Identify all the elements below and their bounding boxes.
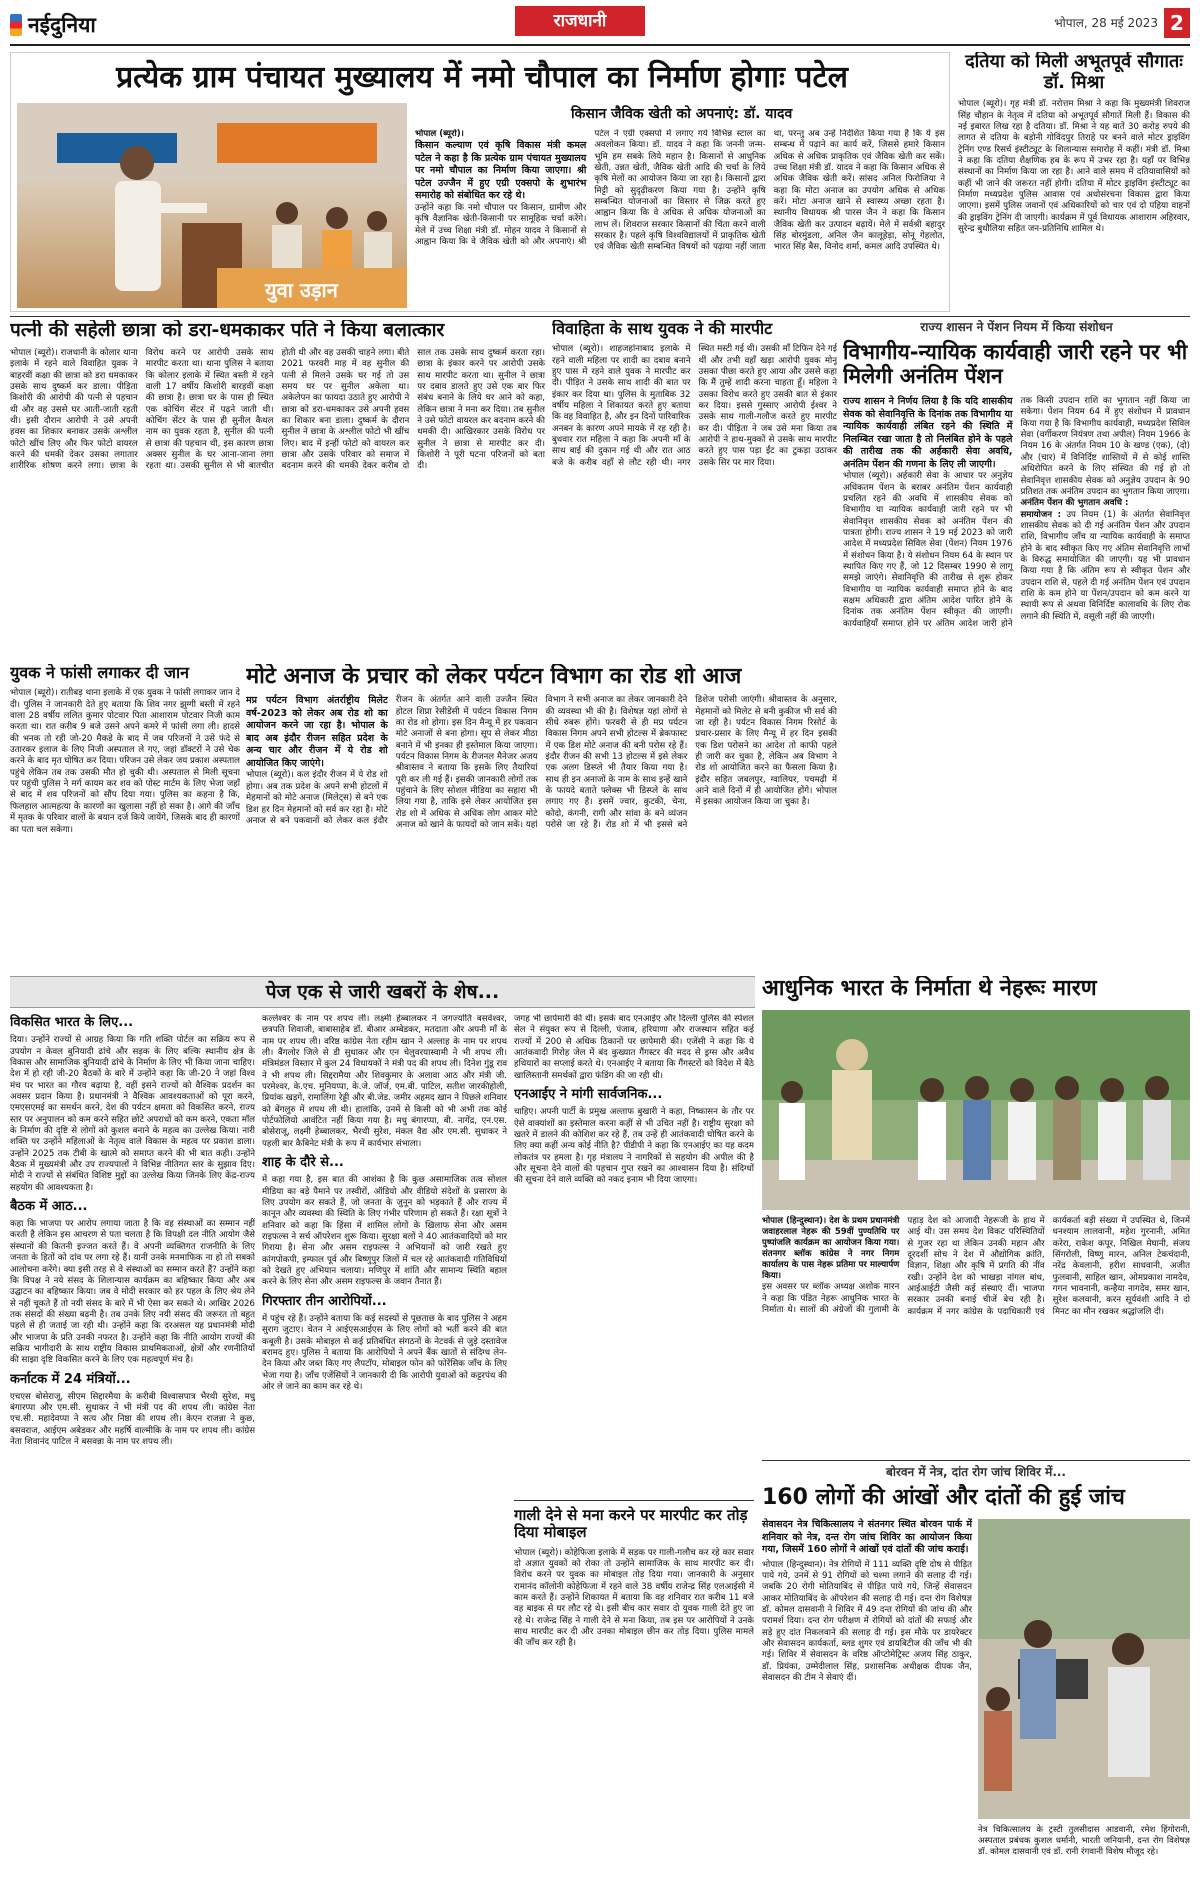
camp-illustration <box>978 1519 1190 1819</box>
strip-title: पेज एक से जारी खबरों के शेष... <box>265 981 500 1003</box>
body-text: भोपाल (ब्यूरो)। अर्हकारी सेवा के आधार पर अनुज्ञेय अधिकतम पेंशन के बराबर अनंतिम पेंशन कार्यवाही प्रचलित रहने की अवधि में शासकीय सेवक को विभागीय या न्यायिक कार्यवाही जारी रहने पर भी सेवानिवृत्त शासकीय सेवक को अनंतिम पेंशन की पात्रता होगी। राज्य शासन ने 19 मई 2023 को जारी आदेश में मध्यप्रदेश सिविल सेवा (पेंशन) नियम 1976 में संशोधन किया है। ये संशोधन नियम 64 के स्थान पर स्थापित किए गए हैं, जो 12 दिसम्बर 1990 से लागू समझे जाएंगे। सेवानिवृत्ति की तारीख से शुरू होकर विभागीय या न्यायिक कार्यवाही समाप्त होने के बाद सक्षम अधिकारी द्वारा अंतिम आदेश पारित होने के दिनांक तक अनंतिम पेंशन स्वीकृत की जाएगी। कार्यवाहियाँ समाप्त होने पर अंतिम आदेश जारी होने तक किसी उपदान राशि का भुगतान नहीं किया जा सकेगा। पेंशन नियम 64 में हुए संशोधन में प्रावधान किया गया है कि विभागीय कार्यवाही, मध्यप्रदेश सिविल सेवा (वर्गीकरण नियंत्रण तथा अपील) नियम 1966 के नियम 16 के अंतर्गत नियम 10 के खण्ड (एक), (दो) और (चार) में विनिर्दिष्ट शास्तियों में से कोई शास्ति अधिरोपित करने के लिए संस्थित की गई हो तो सेवानिवृत्त शासकीय सेवक को अनुज्ञेय उपदान के 90 प्रतिशत तक अनंतिम उपदान का भुगतान किया जाएगा। <box>843 396 1190 629</box>
headline: युवक ने फांसी लगाकर दी जान <box>10 664 190 682</box>
story-pension <box>843 320 1190 970</box>
photo-caption: भोपाल (हिन्दुस्थान)। देश के प्रथम प्रधानमंत्री जवाहरलाल नेहरू की 59वीं पुण्यतिथि पर पुष्पांजलि कार्यक्रम का आयोजन किया गया। संतनगर ब्लॉक कांग्रेस ने नगर निगम कार्यालय के पास नेहरू प्रतिमा पर माल्यार्पण किया। <box>762 1216 900 1282</box>
continued-subhead-2: कर्नाटक में 24 मंत्रियों... <box>10 1371 131 1387</box>
page-number: 2 <box>1164 8 1190 38</box>
continued-story-3 <box>514 1014 754 1494</box>
divider <box>10 316 1190 317</box>
story-body <box>843 396 1190 956</box>
story-married-woman <box>552 320 837 660</box>
page-date: भोपाल, 28 मई 2023 <box>1054 16 1158 30</box>
headline: 160 लोगों की आंखों और दांतों की हुई जांच <box>762 1484 1125 1510</box>
body-text-2: उप नियम (1) के अंतर्गत सेवानिवृत्त शासकीय सेवक को दी गई अनंतिम पेंशन और उपदान राशि, विभागीय जाँच या न्यायिक कार्यवाही के समाप्त होने के बाद स्वीकृत किए गए अंतिम सेवानिवृत्ति लाभों के विरुद्ध समायोजित की जाएगी। यह भी प्रावधान किया गया है कि अंतिम रूप से स्वीकृत पेंशन और उपदान राशि से, पहले दी गई अनंतिम पेंशन एवं उपदान राशि के कम होने या पेंशन/उपदान को कम करने या स्थायी रूप से अथवा विनिर्दिष्ट कालावधि के लिए रोक लगाने की स्थिति में, वसूली नहीं की जाएगी। <box>1020 509 1190 622</box>
kicker: राज्य शासन ने पेंशन नियम में किया संशोधन <box>920 320 1113 334</box>
story-body <box>10 348 545 648</box>
body-text: जगह भी छापेमारी की थी। इसके बाद एनआईए और दिल्ली पुलिस की स्पेशल सेल ने संयुक्त रूप से दिल्ली, पंजाब, हरियाणा और राजस्थान सहित कई राज्यों में 200 से अधिक ठिकानों पर छापेमारी की। एजेंसी ने कहा कि ये आतंकवादी गिरोह जेल में बंद कुख्यात गैंगस्टर की मदद से ड्रग्स और अवैध हथियारों का सप्लाई करते थे। एनआईए ने बताया कि गैंगस्टरों को विदेश में बैठे खालिस्तानी समर्थकों द्वारा फंडिंग की जा रही थी। <box>514 1014 754 1081</box>
headline: पत्नी की सहेली छात्रा को डरा-धमकाकर पति ने किया बलात्कार <box>10 320 445 341</box>
story-namo-chaupal <box>10 52 950 312</box>
continued-story-2 <box>262 1014 507 1890</box>
body-text: दिया। उन्होंने राज्यों से आग्रह किया कि गति शक्ति पोर्टल का सक्रिय रूप से उपयोग न केवल बुनियादी ढांचे और सड़क के लिए बल्कि स्थानीय क्षेत्र के विकास और सामाजिक बुनियादी ढांचे के निर्माण के लिए भी किया जाना चाहिए। देश में हो रही जी-20 बैठकों के बारे में उन्होंने कहा कि जी-20 ने जहां विश्व मंच पर भारत का गौरव बढ़ाया है, वहीं इसने राज्यों को वैश्विक प्रदर्शन का अवसर प्रदान किया है। प्रधानमंत्री ने वैश्विक आवश्यकताओं को पूरा करने, एमएसएमई का समर्थन करने, देश की पर्यटन क्षमता को विकसित करने, राज्य स्तर पर अनुपालन को कम करने सहित छोटे अपराधों को कम करने, एकता मॉल के निर्माण की दृष्टि से लोगों को कुशल बनाने के महत्व का उल्लेख किया। नारी शक्ति पर उन्होंने महिलाओं के नेतृत्व वाले विकास के महत्व पर प्रकाश डाला। उन्होंने 2025 तक टीबी के खात्मे को समाप्त करने की भी बात कही। उन्होंने बैठक में मुख्यमंत्री और उप राज्यपालों ने विभिन्न नीतिगत स्तर के सुझाव दिए। मोदी ने राज्यों से संबंधित विशिष्ट मुद्दों का उल्लेख किया जिनके लिए केंद्र-राज्य सहयोग की आवश्यकता है। <box>10 1035 255 1193</box>
story-body <box>415 129 945 309</box>
headline: आधुनिक भारत के निर्माता थे नेहरूः मारण <box>762 976 1097 1001</box>
continued-subhead-2: गिरफ्तार तीन आरोपियों... <box>262 1293 387 1309</box>
body-text: भोपाल (ब्यूरो)। राजधानी के कोलार थाना इलाके में रहने वाले विवाहित युवक ने बाहरवीं कक्षा की छात्रा को डरा धमकाकर उसके साथ दुष्कर्म कर डाला। पीड़िता किशोरी की आरोपी की पत्नी से पहचान थी और वह उससे घर आती-जाती रहती थी। इसी दौरान आरोपी ने उसे अपनी हवस का शिकार बनाकर उसके अश्लील फोटो खींच लिए और फिर फोटो वायरल करने की धमकी देकर उसका लगातार शारीरिक शोषण करने लगा। छात्रा के विरोध करने पर आरोपी उसके साथ मारपीट करता था। थाना पुलिस ने बताया कि कोलार इलाके में स्थित बस्ती में रहने वाली 17 वर्षीय किशोरी बारहवीं कक्षा की छात्रा है। छात्रा घर के पास ही स्थित एक कोचिंग सेंटर में पढ़ने जाती थी। कोचिंग सेंटर के पास ही सुनील कैथल नाम का युवक रहता है, सुनील की पत्नी से छात्रा की पहचान थी, इस कारण छात्रा अक्सर सुनील के घर आना-जाना लगा रहता था। उसकी सुनील से भी बातचीत होती थी और वह उसकी चाहने लगा। बीते 2021 फरवरी माह में वह सुनील की पत्नी से मिलने उसके घर गई तो उस समय घर पर सुनील अकेला था। अकेलेपन का फायदा उठाते हुए आरोपी ने छात्रा को डरा-धमकाकर उसे अपनी हवस का शिकार बना डाला। दुष्कर्म के दौरान सुनील ने छात्रा के अश्लील फोटो भी खींच लिए। बाद में इन्हीं फोटो को वायरल कर छात्रा और उसके परिवार को समाज में बदनाम करने की धमकी देकर करीब दो साल तक उसके साथ दुष्कर्म करता रहा। छात्रा के इंकार करने पर आरोपी उसके साथ मारपीट करता था। सुनील ने छात्रा पर दबाव डालते हुए उसे एक बार फिर संबंध बनाने के लिये घर आने को कहा, लेकिन छात्रा ने मना कर दिया। तब सुनील ने उसे फोटो वायरल कर बदनाम करने की धमकी दी। आखिरकार उसके विरोध पर सुनील ने छात्रा से मारपीट कर दी। किशोरी ने पूरी घटना परिजनों को बता दी। <box>10 347 545 472</box>
continued-headline: विकसित भारत के लिए... <box>10 1015 134 1030</box>
dateline: भोपाल (ब्यूरो)। <box>415 129 464 139</box>
story-abuse-mobile <box>514 1500 754 1890</box>
story-body <box>246 695 837 960</box>
lead-paragraph: किसान कल्याण एवं कृषि विकास मंत्री कमल पटेल ने कहा है कि प्रत्येक ग्राम पंचायत मुख्यालय पर नमो चौपाल का निर्माण किया जाएगा। श्री पटेल उज्जैन में हुए एग्री एक्सपो के शुभारंभ समारोह को संबोधित कर रहे थे। <box>415 140 587 202</box>
photo-caption: नेत्र चिकित्सालय के ट्रस्टी तुलसीदास आडवानी, रमेश हिंगोरानी, अस्पताल प्रबंधक कुशल धर्मानी, भारती जनियानी, दन्त रोग विशेषज्ञ डॉ. कोमल दासवानी एवं डॉ. रानी रंगवानी विशेष मौजूद रहे। <box>978 1825 1190 1858</box>
continued-subhead: एनआईए ने मांगी सार्वजनिक... <box>514 1087 663 1103</box>
continued-story-1 <box>10 1014 255 1890</box>
story-nehru <box>762 976 1190 1454</box>
masthead <box>10 6 1190 46</box>
subhead-adjustment: समायोजन : <box>1020 509 1062 520</box>
banner-text: युवा उड़ान <box>265 278 338 302</box>
event-photo <box>17 103 407 308</box>
body-text: भोपाल (ब्यूरो)। शाहजहांनाबाद इलाके में रहने वाली महिला पर शादी का दबाव बनाने हुए पास में रहने वाले युवक ने मारपीट कर दी। पीड़ित ने उसके साथ शादी की बात पर इंकार कर दिया था। पुलिस के मुताबिक 32 वर्षीय महिला ने शिकायत करते हुए बताया कि वह विवाहित है, और इन दिनों पारिवारिक अनबन के कारण अपने मायके में रह रही है। बुधवार रात महिला ने कहा कि अपनी माँ के साथ बाई की दुकान गई थी और रात आठ बजे के करीब वहाँ से लौट रही थी। नगर स्थित मस्टी गई थी। उसकी माँ टिफिन देने गई थीं और तभी वहाँ खड़ा आरोपी युवक मोनू उसका पीछा करते हुए आया और उससे कहा कि मैं तुम्हें शादी करना चाहता हूँ। महिला ने उसका विरोध करते हुए उसकी बात से इंकार कर दिया। इससे गुस्साए आरोपी ईश्वर ने उसके साथ गाली-गलौज करते हुए मारपीट कर दी। पीड़िता ने जब उसे मना किया तब आरोपी ने हाथ-मुक्कों से उसके साथ मारपीट करते हुए पास पड़ा ईंट का टुकड़ा उठाकर उसके सिर पर मार दिया। <box>552 344 837 468</box>
body-text: भोपाल (ब्यूरो)। गृह मंत्री डॉ. नरोत्तम मिश्रा ने कहा कि मुख्यमंत्री शिवराज सिंह चौहान के नेतृत्व में दतिया को अभूतपूर्व सौगातें मिली हैं। विकास की नई इबारत लिख रहा है दतिया। डॉ. मिश्रा ने यह बातें 30 करोड़ रुपये की लागत से दतिया के बड़ोनी गोविंदपुर तिराहे पर बनने वाले मोटर ड्राइविंग ट्रेनिंग एण्ड रिसर्च इंस्टीट्यूट के शिलान्यास समारोह में कहीं। मंत्री डॉ. मिश्रा ने कहा कि दतिया शैक्षणिक हब के रूप में उभर रहा है। यहाँ पर विभिन्न संस्थानों का निर्माण किया जा रहा है। आने वाले समय में दतियावासियों को कहीं भी जाने की जरूरत नहीं होगी। दतिया में मोटर ड्राइविंग इंस्टीट्यूट का निर्माण मध्यप्रदेश पुलिस आवास एवं अधोसंरचना विकास द्वारा किया जाएगा। इसमें पुलिस जवानों एवं अधिकारियों को चार एवं दो पहिया वाहनों की ड्राइविंग ट्रेनिंग दी जाएगी। कार्यक्रम में पूर्व विधायक आशाराम अहिरवार, सुरेन्द्र बुधौलिया सहित जन-प्रतिनिधि शामिल थे। <box>958 99 1190 235</box>
story-crime-student <box>10 320 545 660</box>
continuation-strip <box>10 976 755 1008</box>
story-millets-roadshow <box>246 664 837 970</box>
headline: विवाहिता के साथ युवक ने की मारपीट <box>552 320 773 338</box>
body-text: कल्लेश्वर के नाम पर शपथ ली। लक्ष्मी हेब्बालकर ने जगज्योति बसवेश्वर, छत्रपति शिवाजी, बाबासाहेब डॉ. बीआर अम्बेडकर, मतदाता और अपनी माँ के नाम पर शपथ ली। वरिष्ठ कांग्रेस नेता रहीम खान ने अल्लाह के नाम पर शपथ ली। बैंगलोर जिले से डी सुधाकर और एन चेलुवरयास्वामी ने भी शपथ ली। मंत्रिमंडल विस्तार में कुल 24 विधायकों ने मंत्री पद की शपथ ली। दिनेश गुंडू राव ने भी शपथ ली। सिद्दरामैया और शिवकुमार के अलावा आठ और मंत्री जी. परमेश्वर, के.एच. मुनियप्पा, के.जे. जॉर्ज, एम.बी. पाटिल, सतीश जारकीहोली, प्रियांक खड़गे, रामालिंगा रेड्डी और बी.जेड. जमीर अहमद खान ने पिछले शनिवार को बेंगलुरु में शपथ ली थी। हालांकि, उनमें से किसी को भी अभी तक कोई पोर्टफोलियो आवंटित नहीं किया गया है। मधु बंगारप्पा, बी. नागेंद्र, एन.एस. बोसेराजू, लक्ष्मी हेब्बालकर, भैरथी सुरेश, मंकल वैद्य और एम.सी. सुधाकर ने पहली बार कैबिनेट मंत्री के रूप में कार्यभार संभाला। <box>262 1014 507 1149</box>
eye-camp-photo <box>978 1519 1190 1819</box>
section-label: राजधानी <box>515 6 645 36</box>
story-eye-dental-camp <box>762 1460 1190 1890</box>
headline: विभागीय-न्यायिक कार्यवाही जारी रहने पर भी मिलेगी अनंतिम पेंशन <box>843 339 1188 388</box>
story-body <box>762 1216 1190 1454</box>
nehru-tribute-photo <box>762 1010 1190 1210</box>
body-text: भोपाल (हिन्दुस्थान)। नेत्र रोगियों में 111 व्यक्ति दृष्टि दोष से पीड़ित पाये गये, उनमें से 91 रोगियों को चश्मा लगाने की सलाह दी गई। जबकि 20 रोगी मोतियाबिंद से पीड़ित पाये गये, जिन्हें सेवासदन आकर मोतियाबिंद के ऑपरेशन की सलाह दी गई। दन्त रोग विशेषज्ञ डॉ. कोमल दासवानी ने शिविर में 49 दन्त रोगियों की जांच की और परामर्श दिया। दन्त रोग परीक्षण में रोगियों को दांतों की सफाई और सड़े हुए दांत निकलवाने की सलाह दी गई। इस मौके पर डायरेक्टर और सेवासदन कार्यकर्ता, ब्लड शुगर एवं डायबिटीज की जाँच भी की गई। शिविर में सेवासदन के वरिष्ठ ऑप्टोमेट्रिस्ट अजय सिंह ठाकुर, डॉ. प्रियंका, उम्मेदीलाल सिंह, प्रशासनिक अधीक्षक दीपक जैन, सेवासदन की टीम ने सेवाएं दीं। <box>762 1559 972 1684</box>
logo-icon <box>10 14 22 36</box>
subhead: अनंतिम पेंशन की भुगतान अवधि : <box>1020 498 1129 509</box>
kicker: बोरवन में नेत्र, दांत रोग जांच शिविर में... <box>886 1465 1066 1479</box>
body-text-3: में पहुंच रहे हैं। उन्होंने बताया कि कई सदस्यों से पूछताछ के बाद पुलिस ने अहम सुराग जुटाए। चेतन ने आईएसआईएस के लिए लोगों को भर्ती करने की बात कबूली है। उसके मोबाइल से कई प्रतिबंधित संगठनों के नेटवर्क से जुड़े दस्तावेज बरामद हुए। पुलिस ने बताया कि आरोपियों ने अपने बैंक खातों से संदिग्ध लेन-देन किया और जब्त किए गए लैपटॉप, मोबाइल फोन को फोरेंसिक जाँच के लिए भेजा गया है। जाँच एजेंसियों ने जानकारी दी कि आरोपी युवाओं को कट्टरपंथ की ओर ले जाने का काम कर रहे थे। <box>262 1313 507 1392</box>
body-text-2: कहा कि भाजपा पर आरोप लगाया जाता है कि वह संस्थाओं का सम्मान नहीं करती है लेकिन इस आचरण से पता चलता है कि विपक्षी दल नीति आयोग जैसे संस्थानों की कितनी इज्जत करते हैं। वे अपनी व्यक्तिगत राजनीति के लिए जनता के हितों को दांव पर लगा रहे हैं। यानी उनके मनमाफिक ना हो तो सबको आलोचना करेंगे। क्या इसी तरह से वे संस्थाओं का सम्मान करते हैं? उन्होंने कहा कि विपक्ष ने नये संसद के शिलान्यास कार्यक्रम का बहिष्कार किया और अब उद्घाटन का बहिष्कार किया। जब वे मोदी सरकार को हर पहल के लिए श्रेय लेने से नहीं चूकते हैं तो नयी संसद के बारे में भी ऐसा कर सकते थे। आखिर 2026 तक संसदों की संख्या बढ़नी है। तब उनके लिए नयी संसद की जरूरत तो बहुत पहले से ही जताई जा रही थी। उन्होंने कहा कि दरअसल यह प्रधानमंत्री मोदी और भाजपा के प्रति उनकी नफरत है। उन्होंने कहा कि नीति आयोग राज्यों की सक्रिय भागीदारी के साथ राष्ट्रीय विकास प्राथमिकताओं, क्षेत्रों और रणनीतियों की साझा दृष्टि विकसित करने के लिए एक महत्वपूर्ण मंच है। <box>10 1219 255 1366</box>
body-text-3: एचएस बोसेराजू, सीएम सिद्दारमैया के करीबी विश्वासपात्र भैरथी सुरेश, मधु बंगारप्पा और एम.सी. सुधाकर ने भी मंत्री पद की शपथ ली। कांग्रेस नेता एच.सी. महादेवप्पा ने सत्य और निष्ठा की शपथ ली। केएन राजन्ना ने कुछ, बसवराज, आईएम अबेडकर और महर्षि वाल्मीकि के नाम पर शपथ ली। कांग्रेस नेता शिवानंद पाटिल ने बसवन्ना के नाम पर शपथ ली। <box>10 1391 255 1448</box>
headline: दतिया को मिली अभूतपूर्व सौगातः डॉ. मिश्रा <box>965 52 1183 93</box>
body-text: भोपाल (ब्यूरो)। कल इंदौर रीजन में ये रोड शो होगा। अब तक प्रदेश के अपने सभी होटलों में मेहमानों को मोटे अनाज (मिलेट्स) से बने एक डिश हर दिन मेहमानों को सर्व कर रहा है। मोटे अनाज से बने पकवानों को लेकर कल इंदौर रीजन के अंतर्गत आने वाली उज्जैन स्थित होटल शिप्रा रेसीडेंसी में पर्यटन विकास निगम का रोड शो होगा। इस दिन मैन्यू में हर पकवान मोटे अनाजों से बना होगा। सूप से लेकर मीठा बनाने में भी इनका ही इस्तेमाल किया जाएगा। पर्यटन विकास निगम के रीजनल मैनेजर अजय श्रीवास्तव ने बताया कि इसके लिए तैयारियां पूरी कर ली गई हैं। इसकी जानकारी लोगों तक पहुंचाने के लिए सोशल मीडिया का सहारा भी लिया गया है, ताकि इसे लेकर आयोजित इस रोड शो में अधिक से अधिक लोग आकर मोटे अनाज को खाने के फायदों को जान सकें। यहां विभाग ने सभी अनाज का लेकर जानकारी देने की व्यवस्था भी की है। विशेषज्ञ यहां लोगों से सीधे रुबरू होंगे। फरवरी से ही मप्र पर्यटन विकास निगम अपने सभी होटल्स में ब्रेकफास्ट में एक डिश मोटे अनाज की बनी परोस रहे हैं। इंदौर रीजन की सभी 13 होटल्स में इसे लेकर एक अलग डिस्प्ले भी तैयार किया गया है। साथ ही इन अनाजों के नाम के साथ इन्हें खाने के फायदे बताते फ्लेक्स भी डिस्प्ले के साथ लगाए गए हैं। इसमें ज्वार, कुटकी, चेना, कोदो, कंगनी, रागी और सांवा के बने व्यंजन परोसे जा रहे हैं। रोड शो में भी इससे बने डिशेज परोसी जाएंगी। श्रीवास्तव के अनुसार, मेहमानों को मिलेट से बनी कुकीज भी सर्व की जा रही है। पर्यटन विकास निगम रिसोर्ट के प्रचार-प्रसार के लिए मैन्यू में हर दिन इसकी एक डिश परोसने का आदेश तो काफी पहले ही जारी कर चुका है, लेकिन अब विभाग ने रोड शो आयोजित करने का फैसला किया है। इंदौर सहित जबलपुर, ग्वालियर, पचमढ़ी में आने वाले दिनों में ही आयोजित होंगे। भोपाल में इसका आयोजन किया जा चुका है। <box>246 695 837 831</box>
headline: गाली देने से मना करने पर मारपीट कर तोड़ दिया मोबाइल <box>514 1506 748 1542</box>
lead-paragraph: मप्र पर्यटन विभाग अंतर्राष्ट्रीय मिलेट वर्ष-2023 को लेकर अब रोड शो का आयोजन करने जा रहा है। भोपाल के बाद अब इंदौर रीजन सहित प्रदेश के अन्य चार और रीजन में ये रोड शो आयोजित किए जाएंगे। <box>246 695 388 769</box>
lead-paragraph: राज्य शासन ने निर्णय लिया है कि यदि शासकीय सेवक को सेवानिवृत्ति के दिनांक तक विभागीय या न्यायिक कार्यवाही लंबित रहने की स्थिति में निलम्बित रखा जाता है तो निलंबित होने के पहले की तारीख तक की अर्हकारी सेवा अवधि, अनंतिम पेंशन की गणना के लिए ली जाएगी। <box>843 396 1013 470</box>
continued-subhead: शाह के दौरे से... <box>262 1155 344 1171</box>
group-illustration <box>762 1010 1190 1210</box>
body-text-2: चाहिए। अपनी पार्टी के प्रमुख अल्ताफ बुखारी ने कहा, निष्कासन के तौर पर ऐसे वाक्यांशों का इस्तेमाल करना कहीं से भी उचित नहीं है। राष्ट्रीय सुरक्षा को खतरे में डालने की कोशिश कर रहे हैं, तब उन्हें ही आतंकवादी घोषित करने के लिए क्या कहीं अन्य कोई नीति है? पीडीपी ने कहा कि एनआईए का यह कदम लोकतंत्र पर हमला है। गृह मंत्रालय ने नागरिकों से सहयोग की अपील की है और सूचना देने वालों की पहचान गुप्त रखने का आश्वासन दिया है। संदिग्धों की सूचना देने वाले व्यक्ति को नकद इनाम भी दिया जाएगा। <box>514 1107 754 1186</box>
logo-text: नईदुनिया <box>28 12 96 38</box>
lead-paragraph: सेवासदन नेत्र चिकित्सालय ने संतनगर स्थित बोरवन पार्क में शनिवार को नेत्र, दन्त रोग जांच शिविर का आयोजन किया गया, जिसमें 160 लोगों ने आंखों एवं दांतों की जांच कराई। <box>762 1519 972 1556</box>
body-text: उन्होंने कहा कि नमो चौपाल पर किसान, ग्रामीण और कृषि वैज्ञानिक खेती-किसानी पर सामूहिक चर्चा करेंगे। मेले में उच्च शिक्षा मंत्री डॉ. मोहन यादव ने किसानों से आह्वान किया कि वे जैविक खेती को और अपनाएं। श्री पटेल ने एग्री एक्सपो में लगाए गये विभिन्न स्टाल का अवलोकन किया। डॉ. यादव ने कहा कि जननी जन्म-भूमि हम सबके लिये महान है। किसानों से आधुनिक खेती, उन्नत खेती, जैविक खेती आदि की चर्चा के लिये कृषि मेलों का आयोजन किया जा रहा है। किसानों द्वारा मिट्टी को सुदृढ़ीकरण किया गया है। उन्होंने कृषि सम्बन्धित योजनाओं का विस्तार से जिक्र करते हुए आह्वान किया कि वे अधिक से अधिक योजनाओं का लाभ लें। शिवराज सरकार किसानों की चिंता करने वाली सरकार है। पहले कृषि विश्वविद्यालयों में प्राकृतिक खेती एवं जैविक खेती सम्बन्धित विषयों को पढ़ाया नहीं जाता था, परन्तु अब उन्हें निर्देशित किया गया है कि ये इस सम्बन्ध में पढ़ाने का कार्य करें, जिससे हमारे किसान अधिक से अधिक प्राकृतिक एवं जैविक खेती कर सकें। उच्च शिक्षा मंत्री डॉ. यादव ने कहा कि किसान अधिक से अधिक जैविक खेती करें। सांसद अनिल फिरोजिया ने कहा कि मोटा अनाज का उपयोग अधिक से अधिक करें। मोटा अनाज खाने से स्वास्थ्य अच्छा रहता है। स्थानीय विधायक श्री पारस जैन ने कहा कि किसान जैविक खेती कर उत्पादन बढ़ायें। मेले में सर्वश्री बहादुर सिंह बोरमुंडला, अनिल जैन कालूहेड़ा, सोनू गेहलोत, भारत सिंह बैस, विनोद शर्मा, कमल आदि उपस्थित थे। <box>415 129 945 253</box>
body-text: भोपाल (ब्यूरो)। रातीबड़ थाना इलाके में एक युवक ने फांसी लगाकर जान दे दी। पुलिस ने जानकारी देते हुए बताया कि शिव नगर झुग्गी बस्ती में रहने वाला 28 वर्षीय ललित कुमार पोटवार पिता आशाराम पोटवार निजी काम करता था। रात करीब 9 बजे उसने अपने कमरे में फांसी लगा ली। हादसे की भनक तो रही जो-20 मैकडे के बाद में जब परिजनों ने उसे फंदे से उतारकर इलाज के लिए निजी अस्पताल ले गए, जहां डॉक्टरों ने उसे चेक करने के बाद मृत घोषित कर दिया। परिजन उसे लेकर जय प्रकाश अस्पताल पहुंचे लेकिन तब तक उसकी मौत हो चुकी थी। अस्पताल से मिली सूचना पर पहुंची पुलिस ने मर्ग कायम कर शव को पोस्ट मार्टम के लिए भेजा जहाँ से बाद में शव परिजनों को सौंप दिया गया। पुलिस का कहना है कि, फिलहाल आत्महत्या के कारणों का खुलासा नहीं हो सका है। आगे की जाँच में मृतक के परिवार वालों के बयान दर्ज किये जायेंगे, जिसके बाद ही कारणों का पता चल सकेगा। <box>10 688 240 835</box>
body-text-2: में कहा गया है, इस बात की आशंका है कि कुछ असामाजिक तत्व सोशल मीडिया का बड़े पैमाने पर तस्वीरों, ऑडियो और वीडियो संदेशों के प्रसारण के लिए उपयोग कर सकते हैं, जो जनता के जुनून को भड़काते हैं और राज्य में कानून और व्यवस्था की स्थिति के लिए गंभीर परिणाम हो सकते हैं। रक्षा सूत्रों ने शनिवार को कहा कि हिंसा में शामिल लोगों के खिलाफ सेना और असम राइफल्स ने सर्च ऑपरेशन शुरू किया। सुरक्षा बलों ने 40 आतंकवादियों को मार गिराया है। सेना और असम राइफल्स ने अभियानों को जारी रखते हुए कांगपोकपी, इम्फाल पूर्व और बिष्णुपुर जिलों में चल रहे आतंकवादी गतिविधियों को देखते हुए अभियान चलाया। मणिपुर में शांति और सामान्य स्थिति बहाल करने के लिए सेना और असम राइफल्स के जवान तैनात हैं। <box>262 1175 507 1288</box>
body-text: इस अवसर पर ब्लॉक अध्यक्ष अशोक मारन ने कहा कि पंडित नेहरू आधुनिक भारत के निर्माता थे। सालों की अंग्रेजों की गुलामी के पहाड़ देश को आजादी नेहरूजी के हाथ में आई थी। उस समय देश विकट परिस्थितियों से गुजर रहा था लेकिन उनकी महान और दूरदर्शी सोच ने देश में औद्योगिक क्रांति, विज्ञान, शिक्षा और कृषि में प्रगति की नींव रखी। उन्होंने देश को भाखड़ा नांगल बांध, आईआईटी जैसी कई संस्थाएं दीं। भाजपा सरकार उनकी बनाई चीजें बेच रही है। कार्यक्रम में नगर कांग्रेस के पदाधिकारी एवं कार्यकर्ता बड़ी संख्या में उपस्थित थे, जिनमें धनश्याम लालवानी, महेश गुरनानी, अमित करेरा, राकेश कपूर, निखिल मेघानी, संजय सिंगरोली, विष्णु मारन, अनिल टेकचंदानी, नरेंद्र केवलानी, हरीश साधवानी, अजीत फुलवानी, साहिल खान, ओमप्रकाश नामदेव, गगन भावनानी, कन्हैया नागदेव, समर खान, सुरेश कलवानी, करन सूर्यवंशी आदि ने दो मिनट का मौन रखकर श्रद्धांजलि दी। <box>762 1216 1190 1317</box>
continued-subhead: बैठक में आठ... <box>10 1198 88 1214</box>
subheadline: किसान जैविक खेती को अपनाएं: डॉ. यादव <box>571 106 793 122</box>
stage-illustration <box>17 103 407 308</box>
headline: मोटे अनाज के प्रचार को लेकर पर्यटन विभाग का रोड शो आज <box>246 664 742 689</box>
body-text: भोपाल (ब्यूरो)। कोहेफिजा इलाके में सड़क पर गाली-गलौच कर रहे कार सवार दो अज्ञात युवकों को रोका तो उन्होंने सामाजिक के साथ मारपीट कर दी। विरोध करने पर युवक का मोबाइल तोड़ दिया गया। जानकारी के अनुसार रामानंद कॉलोनी कोहेफिजा में रहने वाले 38 वर्षीय राजेन्द्र सिंह एलआईसी में काम करते हैं। उन्होंने शिकायत में बताया कि वह शनिवार रात करीब 11 बजे वह बाइक से घर लौट रहे थे। इसी बीच कार सवार दो युवक गाली देते हुए जा रहे थे। राजेन्द्र सिंह ने गाली देने से मना किया, तब इस पर आरोपियों ने उनके साथ मारपीट कर दी और उनका मोबाइल छीन कर तोड़ दिया। पुलिस मामले की जाँच कर रही है। <box>514 1547 754 1649</box>
story-suicide <box>10 664 240 974</box>
newspaper-logo[interactable] <box>10 8 180 42</box>
headline: प्रत्येक ग्राम पंचायत मुख्यालय में नमो चौपाल का निर्माण होगाः पटेल <box>116 60 848 95</box>
story-body <box>552 344 837 644</box>
story-datia <box>958 52 1190 312</box>
